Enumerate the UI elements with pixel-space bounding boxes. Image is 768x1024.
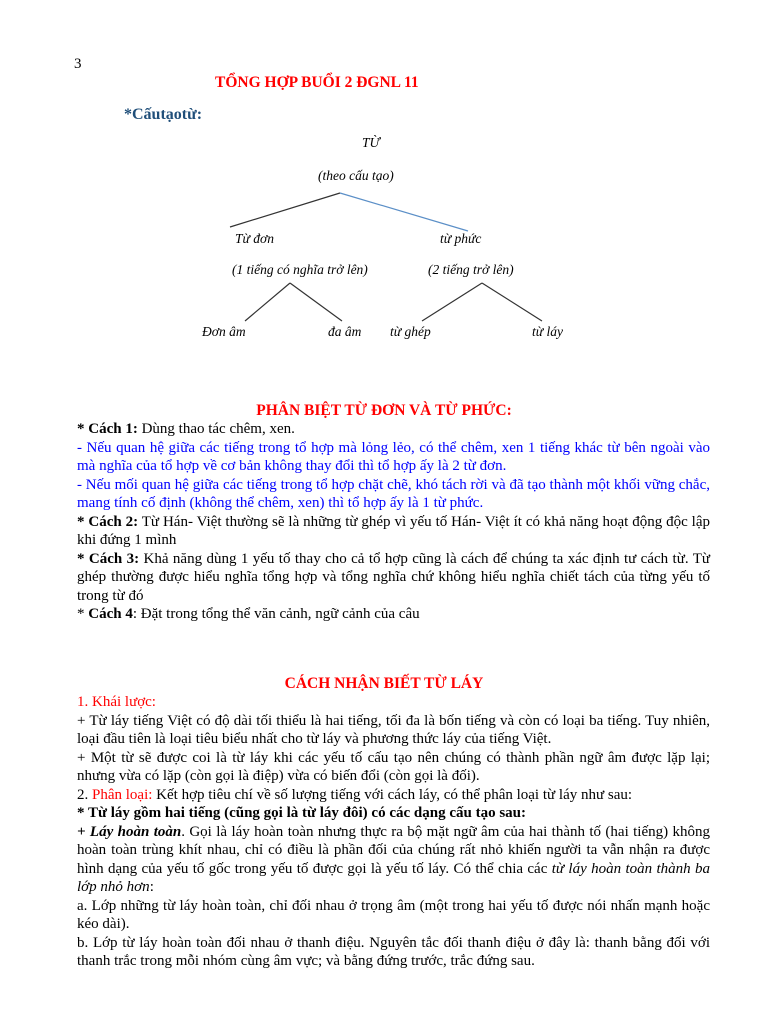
paragraph-class-b: b. Lớp từ láy hoàn toàn đối nhau ở thanh điệu. Nguyên tắc đối thanh điệu ở đây là: thanh bằng đối với thanh trắc trong mỗi nhóm cùng âm vực; và bằng đứng trước, trắc đứng sau. [77, 934, 710, 969]
paragraph-length: + Từ láy tiếng Việt có độ dài tối thiểu là hai tiếng, tối đa là bốn tiếng và còn có loại ba tiếng. Tuy nhiên, loại đầu tiên là loại tiêu biểu nhất cho từ láy và phương thức láy của tiếng Việt. [77, 712, 710, 747]
document-title: TỔNG HỢP BUỔI 2 ĐGNL 11 [215, 74, 419, 91]
page-number: 3 [74, 56, 82, 72]
paragraph-full-reduplication: + Láy hoàn toàn. Gọi là láy hoàn toàn nhưng thực ra bộ mặt ngữ âm của hai thành tố (hai tiếng) không hoàn toàn trùng khít nhau, chỉ có điều là phần đối của chúng rất nhỏ khiến người ta vẫn nhận ra được hình dạng của yếu tố gốc trong yếu tố được gọi là yếu tố láy. Có thể chia các từ láy hoàn toàn thành ba lớp nhỏ hơn: [77, 823, 711, 895]
diagram-line-root-right [340, 193, 468, 231]
paragraph-class-a: a. Lớp những từ láy hoàn toàn, chỉ đối nhau ở trọng âm (một trong hai yếu tố được nói nhấn mạnh hoặc kéo dài). [77, 897, 710, 932]
diagram-right-node: từ phức [440, 231, 482, 246]
method-3: * Cách 3: Khả năng dùng 1 yếu tố thay cho cả tổ hợp cũng là cách để chúng ta xác định tư cách từ. Từ ghép thường được hiểu nghĩa tổng hợp và tổng nghĩa chứ không hiểu nghĩa chiết tách của từng yếu tố trong từ đó [77, 550, 711, 604]
diagram-leaf-don-am: Đơn âm [202, 324, 246, 339]
word-structure-subheading: *Cấutạotừ: [124, 106, 203, 123]
diagram-root: TỪ [362, 135, 380, 150]
section-heading-reduplicative: CÁCH NHẬN BIẾT TỪ LÁY [284, 675, 484, 692]
paragraph-definition: + Một từ sẽ được coi là từ láy khi các yếu tố cấu tạo nên chúng có thành phần ngữ âm được lặp lại; nhưng vừa có lặp (còn gọi là điệp) vừa có biến đổi (còn gọi là đối). [77, 749, 710, 784]
word-structure-diagram [190, 125, 590, 355]
diagram-root-note: (theo cấu tạo) [318, 168, 394, 183]
diagram-right-note: (2 tiếng trở lên) [428, 262, 514, 277]
diagram-line-right-leaf4 [482, 283, 542, 321]
diagram-leaf-tu-lay: từ láy [532, 324, 563, 339]
diagram-leaf-da-am: đa âm [328, 324, 362, 339]
method-1: * Cách 1: Dùng thao tác chêm, xen. [77, 421, 295, 437]
diagram-line-right-leaf3 [422, 283, 482, 321]
paragraph-classification: 2. Phân loại: Kết hợp tiêu chí về số lượng tiếng với cách láy, có thể phân loại từ láy như sau: [77, 786, 633, 803]
section-reduplicative-body [77, 693, 710, 971]
diagram-left-note: (1 tiếng có nghĩa trở lên) [232, 262, 368, 277]
method-4: * Cách 4: Đặt trong tổng thể văn cảnh, ngữ cảnh của câu [77, 606, 420, 622]
section-distinguish-body [77, 420, 710, 624]
diagram-leaf-tu-ghep: từ ghép [390, 324, 431, 339]
paragraph-two-syllable: * Từ láy gồm hai tiếng (cũng gọi là từ láy đôi) có các dạng cấu tạo sau: [77, 805, 526, 821]
method-2: * Cách 2: Từ Hán- Việt thường sẽ là những từ ghép vì yếu tố Hán- Việt ít có khả năng hoạt động độc lập khi đứng 1 mình [77, 513, 711, 548]
section-heading-distinguish: PHÂN BIỆT TỪ ĐƠN VÀ TỪ PHỨC: [256, 402, 512, 419]
diagram-line-left-leaf1 [245, 283, 290, 321]
diagram-line-left-leaf2 [290, 283, 342, 321]
diagram-left-node: Từ đơn [235, 231, 274, 246]
overview-subheading: 1. Khái lược: [77, 694, 156, 710]
diagram-line-root-left [230, 193, 340, 227]
method-1-case-b: - Nếu mối quan hệ giữa các tiếng trong tổ hợp chặt chẽ, khó tách rời và đã tạo thành một khối vững chắc, mang tính cố định (không thể chêm, xen) thì tổ hợp ấy là 1 từ phức. [77, 476, 710, 511]
method-1-case-a: - Nếu quan hệ giữa các tiếng trong tổ hợp mà lỏng lẻo, có thể chêm, xen 1 tiếng khác từ bên ngoài vào mà nghĩa của tổ hợp về cơ bản không thay đổi thì tổ hợp ấy là 2 từ đơn. [77, 439, 710, 474]
